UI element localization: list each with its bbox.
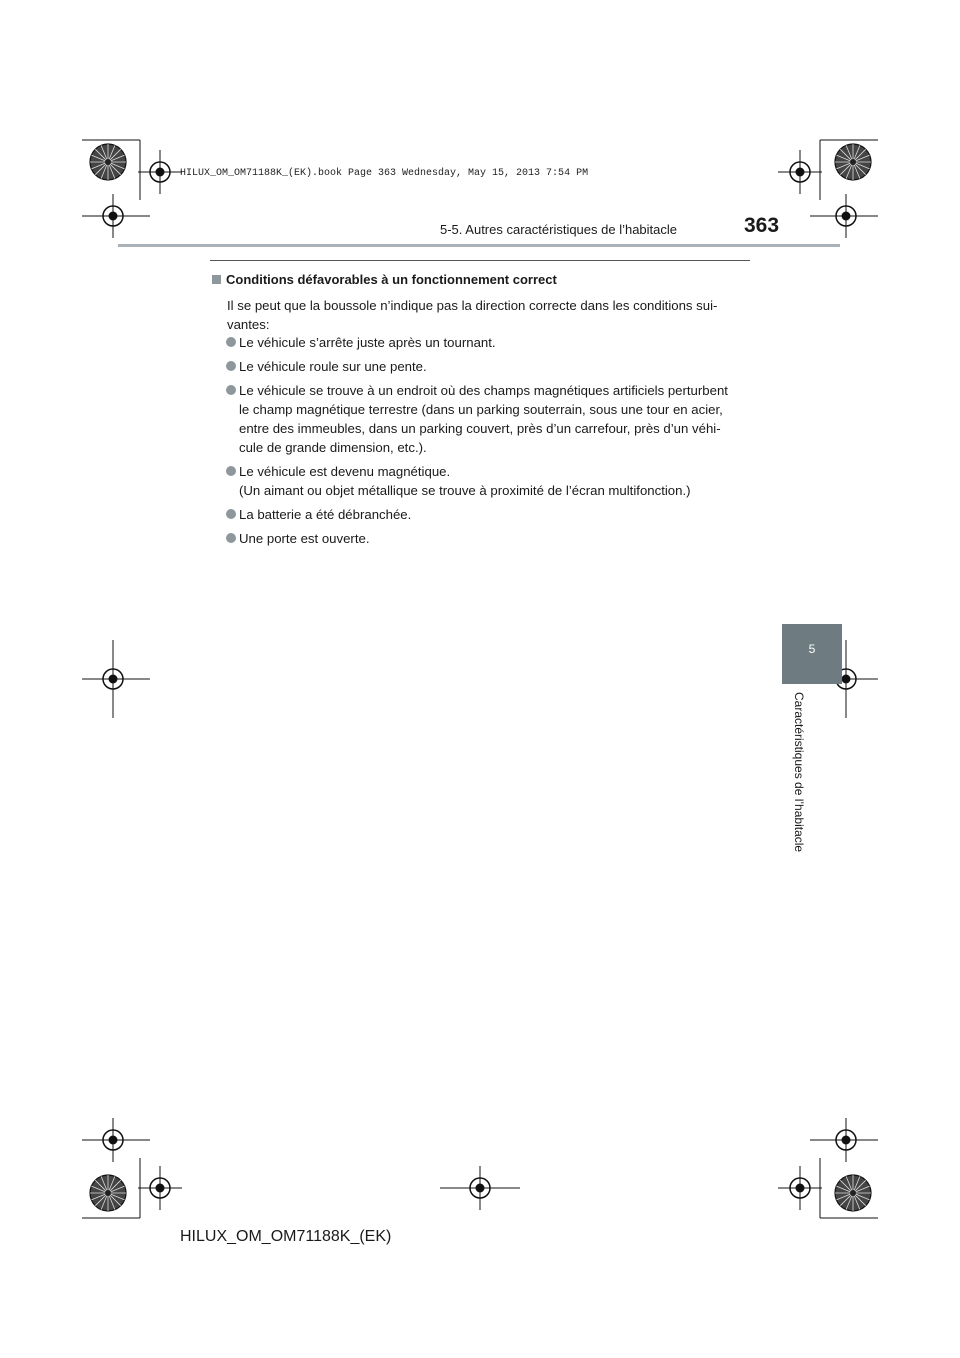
list-item-text: le champ magnétique terrestre (dans un parking souterrain, sous une tour en acier, (239, 402, 723, 417)
list-item (227, 505, 749, 524)
subsection-heading (212, 272, 557, 287)
list-item-text: (Un aimant ou objet métallique se trouve à proximité de l’écran multifonction.) (239, 483, 691, 498)
round-bullet-icon (226, 385, 236, 395)
page-number: 363 (744, 214, 780, 237)
list-item (227, 381, 749, 457)
list-item-text: Le véhicule s’arrête juste après un tournant. (239, 335, 496, 350)
list-item-text: entre des immeubles, dans un parking couvert, près d’un carrefour, près d’un véhi- (239, 421, 721, 436)
list-item (227, 529, 749, 548)
subsection-heading-text: Conditions défavorables à un fonctionnement correct (226, 272, 557, 287)
round-bullet-icon (226, 337, 236, 347)
list-item (227, 357, 749, 376)
list-item-text: Le véhicule roule sur une pente. (239, 359, 427, 374)
list-item-text: Le véhicule est devenu magnétique. (239, 464, 451, 479)
header-rule (118, 244, 840, 247)
content-divider (210, 260, 750, 261)
section-title: 5-5. Autres caractéristiques de l’habitacle (440, 222, 678, 237)
intro-line: Il se peut que la boussole n’indique pas la direction correcte dans les conditions sui- (227, 298, 718, 313)
chapter-tab: 5 (782, 624, 842, 684)
round-bullet-icon (226, 361, 236, 371)
list-item-text: Une porte est ouverte. (239, 531, 370, 546)
conditions-list (227, 333, 749, 553)
list-item (227, 333, 749, 352)
chapter-title-vertical: Caractéristiques de l’habitacle (792, 692, 806, 853)
list-item-text: La batterie a été débranchée. (239, 507, 412, 522)
square-bullet-icon (212, 275, 221, 284)
manual-code: HILUX_OM_OM71188K_(EK) (180, 1228, 392, 1245)
round-bullet-icon (226, 466, 236, 476)
print-job-marker: HILUX_OM_OM71188K_(EK).book Page 363 Wednesday, May 15, 2013 7:54 PM (180, 168, 589, 179)
list-item (227, 462, 749, 500)
list-item-text: Le véhicule se trouve à un endroit où des champs magnétiques artificiels perturbent (239, 383, 728, 398)
round-bullet-icon (226, 533, 236, 543)
round-bullet-icon (226, 509, 236, 519)
intro-line: vantes: (227, 317, 270, 332)
list-item-text: cule de grande dimension, etc.). (239, 440, 427, 455)
intro-paragraph (227, 296, 749, 334)
